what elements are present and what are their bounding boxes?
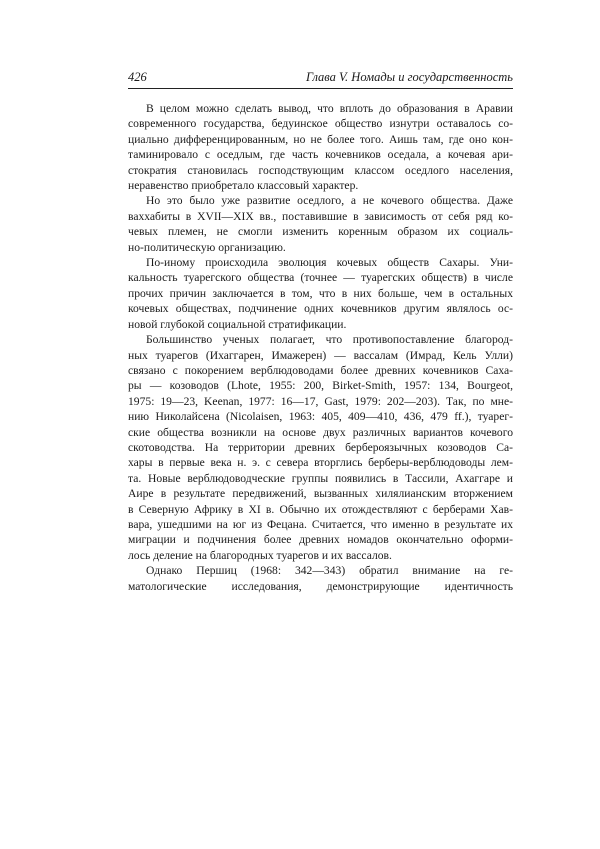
header-rule xyxy=(128,88,513,89)
text-line: ваххабиты в XVII—XIX вв., поставившие в зависимость от себя ряд ко- xyxy=(128,209,513,223)
body-text xyxy=(128,101,513,594)
text-line: циально дифференцированным, но не более того. Аишь там, где оно кон- xyxy=(128,132,513,146)
text-line: Большинство ученых полагает, что противопоставление благород- xyxy=(146,333,513,347)
text-line: ры — козоводов (Lhote, 1955: 200, Birket-Smith, 1957: 134, Bourgeot, xyxy=(128,379,513,393)
page-number: 426 xyxy=(128,70,147,84)
text-line: современного государства, бедуинское общество изнутри оставалось со- xyxy=(128,117,513,131)
text-line: Аире в результате передвижений, вызванных хилялианским вторжением xyxy=(128,487,513,501)
paragraph xyxy=(128,332,513,563)
text-line: связано с покорением верблюдоводами более древних кочевников Саха- xyxy=(128,363,513,377)
running-title: Глава V. Номады и государственность xyxy=(306,70,513,84)
text-line: таминировало с оседлым, где часть кочевников оседала, а кочевая ари- xyxy=(128,148,513,162)
text-line: но-политическую организацию. xyxy=(128,240,286,254)
text-line: скотоводства. На территории древних бербероязычных козоводов Са- xyxy=(128,440,513,454)
paragraph xyxy=(128,101,513,193)
text-line: та. Новые верблюдоводческие группы появились в Тассили, Ахаггаре и xyxy=(128,471,513,485)
paragraph xyxy=(128,193,513,255)
text-line: миграции и подчинения более древних номадов окончательно оформи- xyxy=(128,533,513,547)
text-line: прочих причин заключается в том, что в них больше, чем в остальных xyxy=(128,286,513,300)
text-line: кальность туарегского общества (точнее — туарегских обществ) в числе xyxy=(128,271,513,285)
text-line: новой глубокой социальной стратификации. xyxy=(128,317,347,331)
text-line: вара, ушедшими на юг из Фецана. Считается, что именно в результате их xyxy=(128,517,513,531)
text-line: кочевых обществах, подчинение одних кочевников другим являлось ос- xyxy=(128,302,513,316)
paragraph xyxy=(128,563,513,594)
text-line: чевых племен, не смогли изменить коренным образом их социаль- xyxy=(128,225,513,239)
text-line: ных туарегов (Ихаггарен, Имажерен) — вассалам (Имрад, Кель Улли) xyxy=(128,348,513,362)
text-line: нию Николайсена (Nicolaisen, 1963: 405, 409—410, 436, 479 ff.), туарег- xyxy=(128,410,513,424)
text-line: В целом можно сделать вывод, что вплоть до образования в Аравии xyxy=(146,102,513,115)
paragraph xyxy=(128,255,513,332)
text-line: ские общества возникли на основе двух различных вариантов кочевого xyxy=(128,425,513,439)
text-line: стократия становилась господствующим классом оседлого населения, xyxy=(128,163,513,177)
text-line: По-иному происходила эволюция кочевых обществ Сахары. Уни- xyxy=(146,256,513,270)
running-header xyxy=(128,70,513,88)
text-line: в Северную Африку в XI в. Обычно их отождествляют с берберами Хав- xyxy=(128,502,513,516)
text-line: матологические исследования, демонстрирующие идентичность xyxy=(128,579,513,593)
text-line: неравенство приобретало классовый характер. xyxy=(128,179,359,193)
text-line: Но это было уже развитие оседлого, а не кочевого общества. Даже xyxy=(146,194,513,208)
text-line: лось деление на благородных туарегов и их вассалов. xyxy=(128,548,392,562)
text-line: хары в первые века н. э. с севера вторглись берберы-верблюдоводы лем- xyxy=(128,456,513,470)
text-line: Однако Першиц (1968: 342—343) обратил внимание на ге- xyxy=(146,564,513,578)
text-line: 1975: 19—23, Keenan, 1977: 16—17, Gast, 1979: 202—203). Так, по мне- xyxy=(128,394,513,408)
